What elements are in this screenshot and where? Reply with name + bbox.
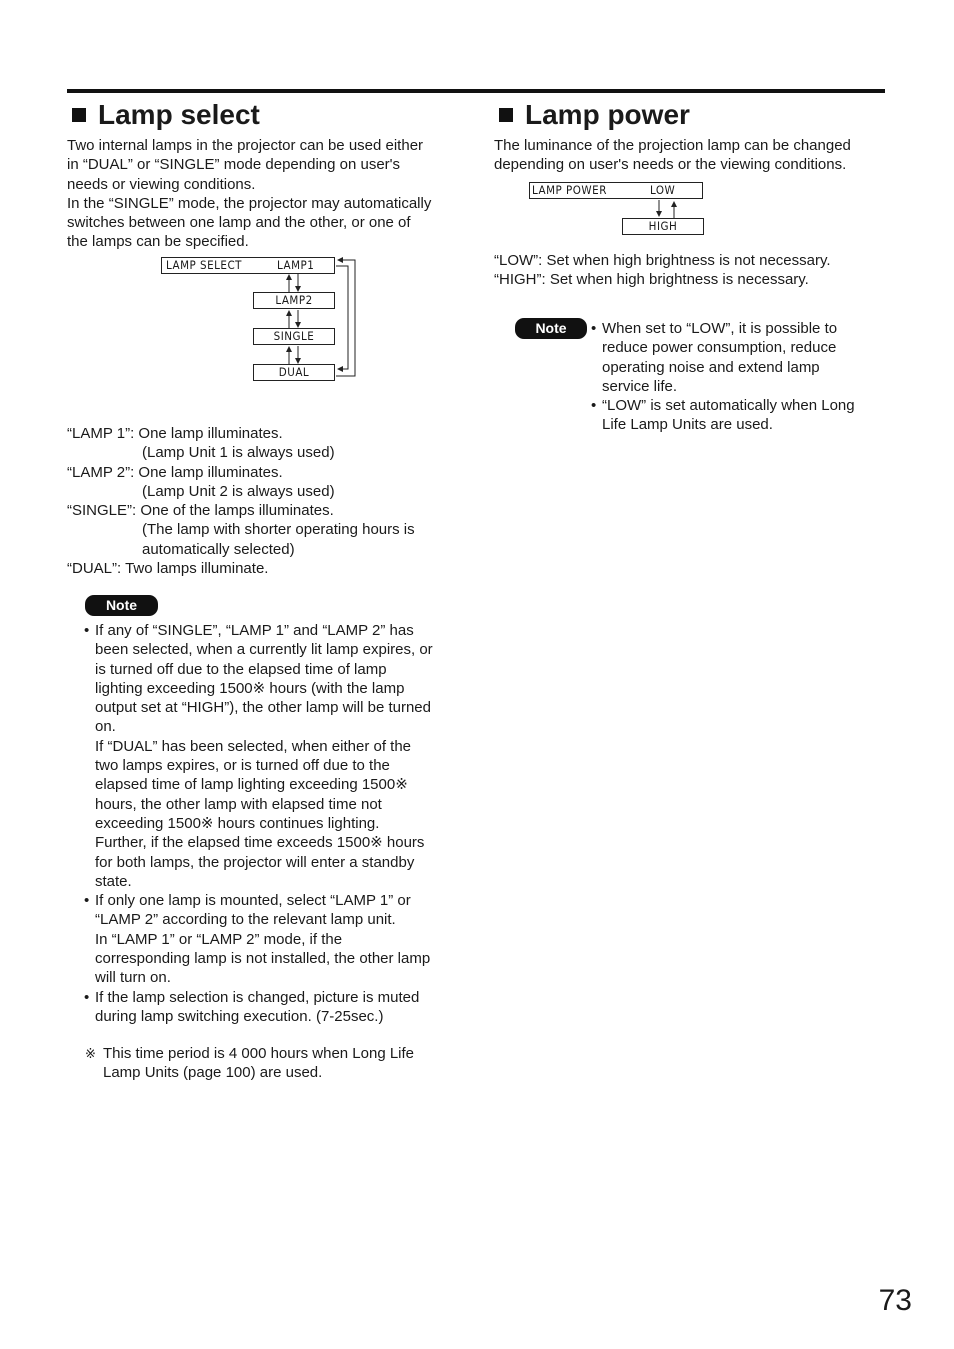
note-line: Life Lamp Units are used. [602, 416, 773, 434]
note-line: state. [95, 872, 132, 890]
single-definition-detail: (The lamp with shorter operating hours is [142, 521, 415, 538]
note-line: for both lamps, the projector will enter a standby [95, 853, 415, 871]
note-line: two lamps expires, or is turned off due to the [95, 757, 390, 775]
single-definition: “SINGLE”: One of the lamps illuminates. [67, 502, 334, 519]
note-line: Further, if the elapsed time exceeds 1500※ hours [95, 834, 425, 852]
lamp2-definition-detail: (Lamp Unit 2 is always used) [142, 483, 335, 500]
lamp1-definition-detail: (Lamp Unit 1 is always used) [142, 444, 335, 461]
note-line: hours, the other lamp with elapsed time not [95, 795, 382, 813]
note-line: reduce power consumption, reduce [602, 339, 837, 357]
note-badge: Note [515, 318, 587, 339]
note-line: • If any of “SINGLE”, “LAMP 1” and “LAMP 2” has [95, 622, 414, 639]
note-item [591, 396, 891, 435]
page-number: 73 [878, 1284, 912, 1317]
note-line: corresponding lamp is not installed, the other lamp [95, 950, 431, 968]
lamp-select-option-single: SINGLE [273, 329, 315, 343]
note-line: elapsed time of lamp lighting exceeding 1500※ [95, 776, 408, 794]
lamp-power-menu-label: LAMP POWER [532, 183, 607, 197]
note-line: lighting exceeding 1500※ hours (with the lamp [95, 679, 405, 697]
note-line: • “LOW” is set automatically when Long [602, 397, 855, 415]
intro-line: The luminance of the projection lamp can be changed [494, 137, 851, 154]
intro-line: the lamps can be specified. [67, 233, 249, 251]
note-line: during lamp switching execution. (7-25sec.) [95, 1007, 384, 1025]
note-line: • If the lamp selection is changed, picture is muted [95, 988, 420, 1006]
note-badge: Note [85, 595, 158, 616]
note-item [591, 319, 891, 396]
intro-line: Two internal lamps in the projector can be used either [67, 137, 424, 154]
lamp-power-option-low: LOW [650, 183, 676, 197]
lamp-power-option-high: HIGH [648, 219, 678, 233]
high-definition: “HIGH”: Set when high brightness is necessary. [494, 271, 809, 288]
intro-line: In the “SINGLE” mode, the projector may automatically [67, 194, 432, 212]
note-line: • If only one lamp is mounted, select “LAMP 1” or [95, 892, 411, 910]
lamp-select-option-lamp2: LAMP2 [275, 293, 313, 307]
lamp1-definition: “LAMP 1”: One lamp illuminates. [67, 425, 283, 442]
note-line: output set at “HIGH”), the other lamp will be turned [95, 699, 431, 717]
lamp-power-title: Lamp power [525, 99, 690, 130]
note-line: “LAMP 2” according to the relevant lamp unit. [95, 911, 396, 929]
note-line: If “DUAL” has been selected, when either of the [95, 737, 412, 755]
lamp-select-menu-label: LAMP SELECT [166, 258, 242, 272]
note-line: on. [95, 718, 116, 736]
dual-definition: “DUAL”: Two lamps illuminate. [67, 560, 269, 577]
intro-line: switches between one lamp and the other, or one of [67, 214, 411, 232]
note-line: • When set to “LOW”, it is possible to [602, 320, 838, 337]
lamp-power-notes [591, 319, 891, 435]
note-line: is turned off due to the elapsed time of lamp [95, 660, 387, 678]
lamp-select-option-dual: DUAL [278, 365, 310, 379]
lamp2-definition: “LAMP 2”: One lamp illuminates. [67, 464, 283, 481]
footnote-line: Lamp Units (page 100) are used. [103, 1064, 323, 1082]
intro-line: depending on user's needs or the viewing conditions. [494, 156, 847, 174]
note-line: service life. [602, 377, 678, 395]
low-definition: “LOW”: Set when high brightness is not necessary. [494, 252, 831, 269]
note-line: In “LAMP 1” or “LAMP 2” mode, if the [95, 930, 343, 948]
note-line: exceeding 1500※ hours continues lighting. [95, 814, 380, 832]
reference-mark-icon: ※ [85, 1046, 96, 1061]
note-line: will turn on. [95, 969, 171, 987]
intro-line: in “DUAL” or “SINGLE” mode depending on user's [67, 156, 401, 174]
note-line: operating noise and extend lamp [602, 358, 820, 376]
single-definition-detail: automatically selected) [142, 541, 295, 558]
intro-line: needs or viewing conditions. [67, 175, 256, 193]
lamp-select-option-lamp1: LAMP1 [277, 258, 315, 272]
note-line: been selected, when a currently lit lamp expires, or [95, 641, 433, 659]
footnote-line: This time period is 4 000 hours when Long Life [103, 1045, 415, 1062]
lamp-select-title: Lamp select [98, 99, 260, 130]
